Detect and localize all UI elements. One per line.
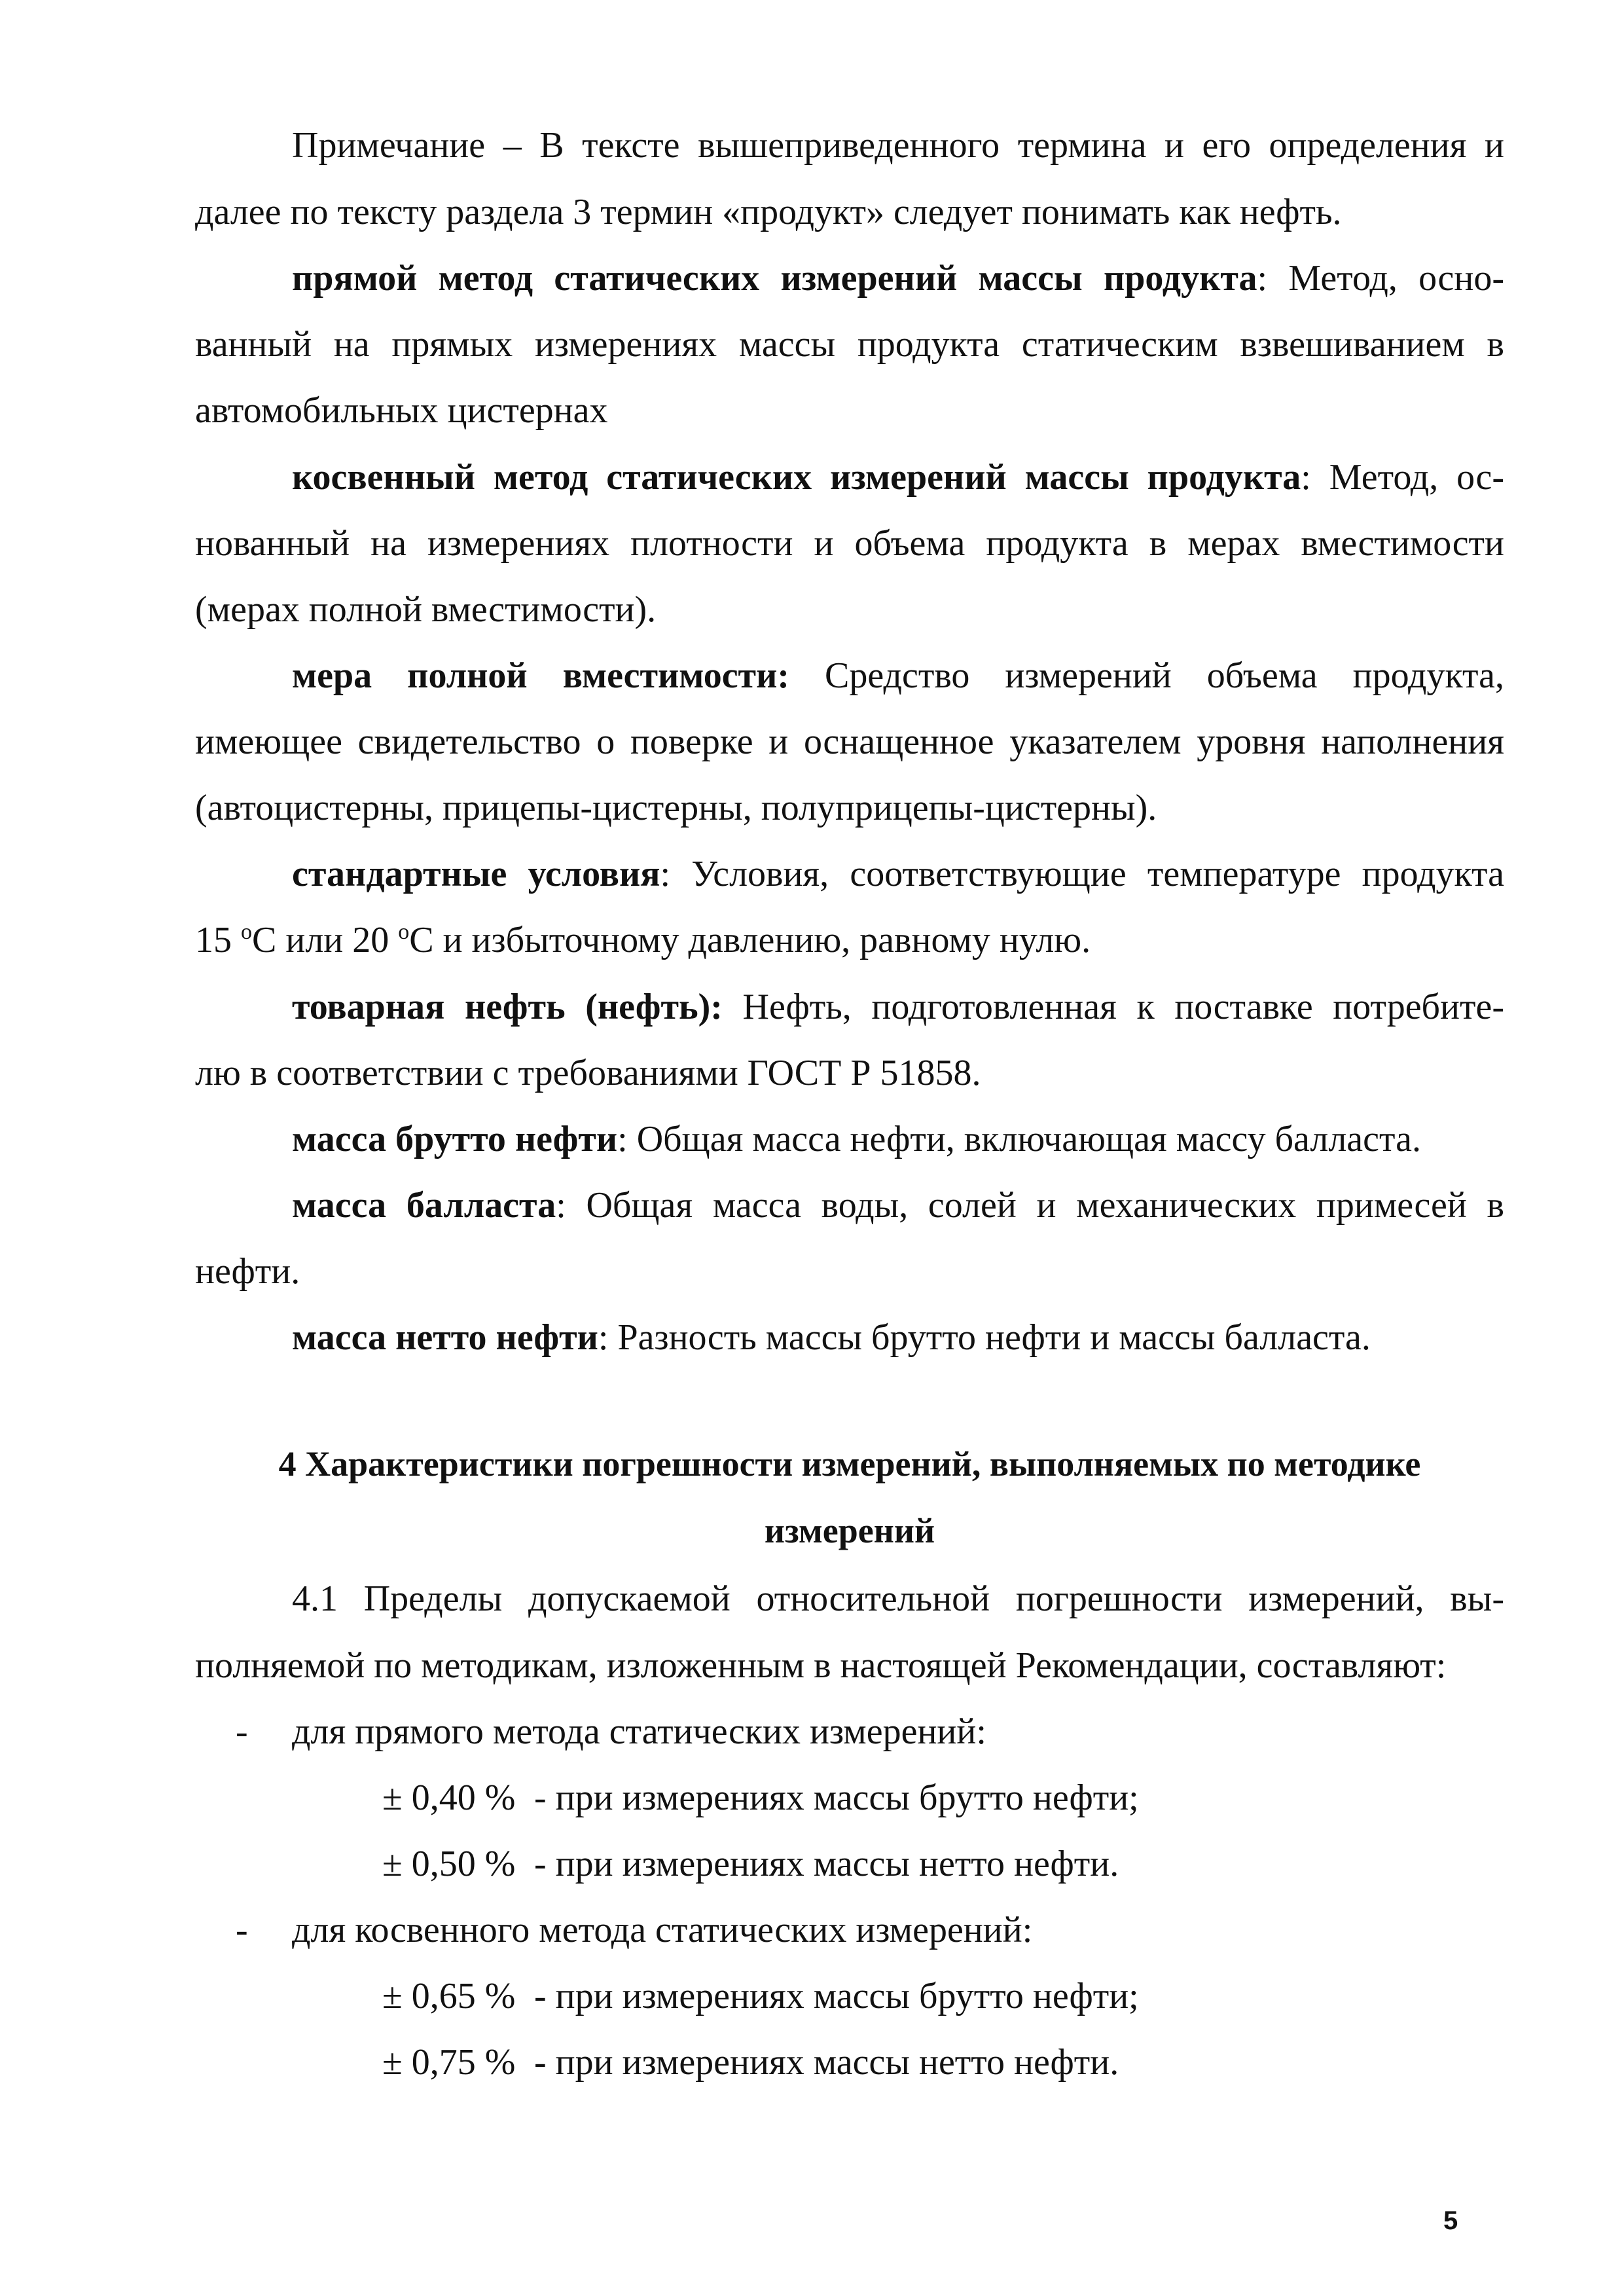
- term-indirect-method: косвенный метод статических измерений массы продукта: [292, 457, 1301, 498]
- definition-full-capacity-measure-text: Средство измерений объема продукта,: [789, 655, 1504, 696]
- term-full-capacity-measure: мера полной вместимости:: [292, 655, 789, 696]
- page-number: 5: [1443, 2206, 1458, 2235]
- term-standard-conditions: стандартные условия: [292, 854, 660, 894]
- definition-standard-conditions-text: : Условия, соответствующие температуре продукта: [660, 854, 1504, 894]
- tolerance-value: ± 0,65 %: [382, 1976, 516, 2016]
- tolerance-value: ± 0,40 %: [382, 1777, 516, 1818]
- term-gross-mass: масса брутто нефти: [292, 1119, 618, 1159]
- definition-commercial-oil-line-2: лю в соответствии с требованиями ГОСТ Р 51858.: [195, 1053, 981, 1093]
- definition-commercial-oil: [292, 986, 1504, 1028]
- definition-ballast-mass-line-2: нефти.: [195, 1251, 300, 1292]
- definition-full-capacity-measure-line-2: имеющее свидетельство о поверке и оснащенное указателем уровня наполнения: [195, 721, 1504, 762]
- tolerance-indirect-net: [382, 2041, 1119, 2083]
- definition-standard-conditions: [292, 853, 1504, 895]
- definition-full-capacity-measure: [292, 655, 1504, 697]
- bullet-direct-method: для прямого метода статических измерений:: [292, 1711, 986, 1752]
- definition-net-mass: [292, 1317, 1504, 1358]
- section-4-heading-line-2: измерений: [764, 1511, 935, 1550]
- tolerance-direct-net: [382, 1843, 1119, 1885]
- bullet-dash: -: [236, 1910, 248, 1950]
- tolerance-direct-gross: [382, 1777, 1139, 1819]
- note-line-1: Примечание – В тексте вышеприведенного термина и его определения и: [292, 125, 1504, 166]
- definition-indirect-method: [292, 456, 1504, 498]
- definition-ballast-mass: [292, 1184, 1504, 1226]
- definition-full-capacity-measure-line-3: (автоцистерны, прицепы-цистерны, полуприцепы-цистерны).: [195, 788, 1157, 828]
- tolerance-text: - при измерениях массы брутто нефти;: [534, 1777, 1139, 1818]
- tolerance-indirect-gross: [382, 1975, 1139, 2017]
- definition-standard-conditions-line-2: [195, 919, 1504, 961]
- tolerance-text: - при измерениях массы нетто нефти.: [534, 2042, 1119, 2083]
- tolerance-text: - при измерениях массы брутто нефти;: [534, 1976, 1139, 2016]
- section-4-heading-line-1: 4 Характеристики погрешности измерений, выполняемых по методике: [278, 1444, 1421, 1484]
- definition-gross-mass: [292, 1118, 1504, 1160]
- definition-direct-method-text: : Метод, осно-: [1257, 258, 1504, 299]
- definition-net-mass-text: : Разность массы брутто нефти и массы балласта.: [598, 1317, 1371, 1358]
- temperature-20: С или 20: [252, 920, 399, 960]
- tolerance-text: - при измерениях массы нетто нефти.: [534, 1844, 1119, 1884]
- definition-direct-method-line-3: автомобильных цистернах: [195, 390, 608, 431]
- temperature-15: 15: [195, 920, 241, 960]
- term-net-mass: масса нетто нефти: [292, 1317, 598, 1358]
- definition-gross-mass-text: : Общая масса нефти, включающая массу балласта.: [617, 1119, 1422, 1159]
- definition-indirect-method-text: : Метод, ос-: [1301, 457, 1505, 498]
- definition-indirect-method-line-3: (мерах полной вместимости).: [195, 589, 657, 630]
- definition-ballast-mass-text: : Общая масса воды, солей и механических примесей в: [556, 1185, 1504, 1226]
- definition-commercial-oil-text: Нефть, подготовленная к поставке потребите-: [722, 987, 1504, 1027]
- bullet-dash: -: [236, 1711, 248, 1752]
- tolerance-value: ± 0,75 %: [382, 2042, 516, 2083]
- paragraph-4-1-line-1: 4.1 Пределы допускаемой относительной погрешности измерений, вы-: [292, 1578, 1504, 1619]
- definition-direct-method-line-2: ванный на прямых измерениях массы продукта статическим взвешиванием в: [195, 324, 1504, 365]
- definition-indirect-method-line-2: нованный на измерениях плотности и объема продукта в мерах вместимости: [195, 523, 1504, 564]
- term-direct-method: прямой метод статических измерений массы продукта: [292, 258, 1257, 299]
- bullet-indirect-method: для косвенного метода статических измерений:: [292, 1910, 1033, 1950]
- term-ballast-mass: масса балласта: [292, 1185, 556, 1226]
- definition-direct-method: [292, 257, 1504, 299]
- tolerance-value: ± 0,50 %: [382, 1844, 516, 1884]
- paragraph-4-1-line-2: полняемой по методикам, изложенным в настоящей Рекомендации, составляют:: [195, 1645, 1447, 1686]
- term-commercial-oil: товарная нефть (нефть):: [292, 987, 723, 1027]
- degree-mark: о: [398, 920, 410, 944]
- conditions-rest: С и избыточному давлению, равному нулю.: [409, 920, 1091, 960]
- note-line-2: далее по тексту раздела 3 термин «продукт» следует понимать как нефть.: [195, 192, 1342, 232]
- degree-mark: о: [241, 920, 252, 944]
